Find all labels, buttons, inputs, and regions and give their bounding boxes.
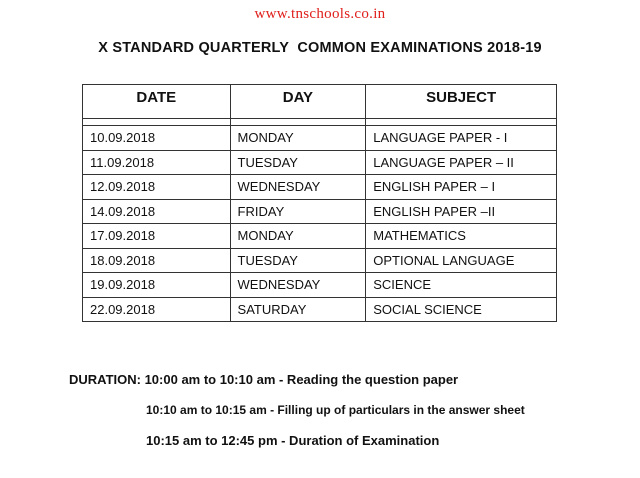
table-row (83, 199, 557, 224)
cell-date: 17.09.2018 (83, 224, 231, 249)
column-header-subject: SUBJECT (366, 85, 557, 119)
duration-exam-time: 10:15 am to 12:45 pm - Duration of Examination (146, 433, 440, 448)
cell-subject: ENGLISH PAPER – I (366, 175, 557, 200)
cell-subject: OPTIONAL LANGUAGE (366, 248, 557, 273)
cell-subject: SOCIAL SCIENCE (366, 297, 557, 322)
duration-reading-time: DURATION: 10:00 am to 10:10 am - Reading the question paper (69, 372, 459, 387)
cell-date: 10.09.2018 (83, 126, 231, 151)
table-row (83, 175, 557, 200)
table-row (83, 150, 557, 175)
cell-subject: SCIENCE (366, 273, 557, 298)
cell-subject: LANGUAGE PAPER - I (366, 126, 557, 151)
cell-date: 19.09.2018 (83, 273, 231, 298)
cell-date: 11.09.2018 (83, 150, 231, 175)
column-header-date: DATE (83, 85, 231, 119)
cell-subject: LANGUAGE PAPER – II (366, 150, 557, 175)
table-row (83, 248, 557, 273)
cell-day: TUESDAY (230, 248, 366, 273)
website-watermark: www.tnschools.co.in (254, 6, 386, 22)
cell-day: SATURDAY (230, 297, 366, 322)
cell-day: TUESDAY (230, 150, 366, 175)
table-spacer-row (83, 119, 557, 126)
table-row (83, 126, 557, 151)
table-row (83, 224, 557, 249)
table-row (83, 273, 557, 298)
cell-day: WEDNESDAY (230, 273, 366, 298)
cell-date: 22.09.2018 (83, 297, 231, 322)
cell-day: FRIDAY (230, 199, 366, 224)
exam-schedule-table (82, 84, 557, 322)
cell-subject: ENGLISH PAPER –II (366, 199, 557, 224)
page-title: X STANDARD QUARTERLY COMMON EXAMINATIONS 2018-19 (98, 40, 542, 56)
duration-filling-time: 10:10 am to 10:15 am - Filling up of particulars in the answer sheet (146, 403, 525, 417)
cell-day: WEDNESDAY (230, 175, 366, 200)
table-row (83, 297, 557, 322)
table-header-row (83, 85, 557, 119)
cell-date: 14.09.2018 (83, 199, 231, 224)
cell-subject: MATHEMATICS (366, 224, 557, 249)
cell-date: 18.09.2018 (83, 248, 231, 273)
cell-date: 12.09.2018 (83, 175, 231, 200)
cell-day: MONDAY (230, 224, 366, 249)
column-header-day: DAY (230, 85, 366, 119)
cell-day: MONDAY (230, 126, 366, 151)
